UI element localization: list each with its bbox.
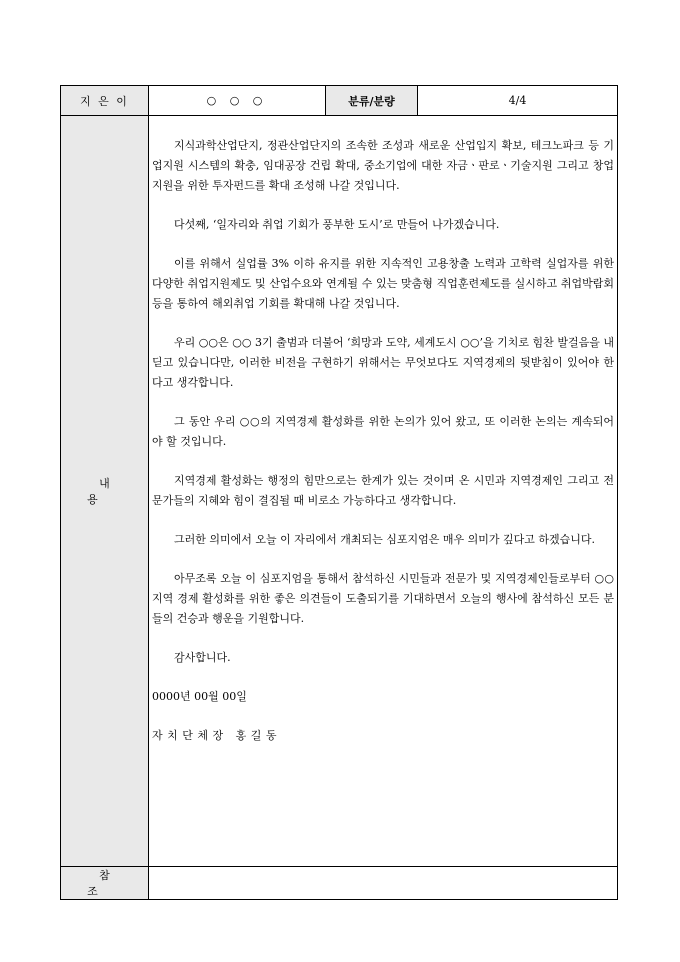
reference-value	[149, 867, 618, 900]
closing-thanks: 감사합니다.	[174, 651, 231, 664]
paragraph-3: 이를 위해서 실업률 3% 이하 유지를 위한 지속적인 고용창출 노력과 고학력 실업자를 위한 다양한 취업지원제도 및 산업수요와 연계될 수 있는 맞춤형 직업훈련제도를 실시하고 취업박람회 등을 통하여 해외취업 기회를 확대해 나갈 것입니다.	[152, 257, 614, 310]
header-row	[61, 86, 618, 116]
paragraph-5: 그 동안 우리 ○○의 지역경제 활성화를 위한 논의가 있어 왔고, 또 이러한 논의는 계속되어야 할 것입니다.	[152, 415, 614, 448]
paragraph-7: 그러한 의미에서 오늘 이 자리에서 개최되는 심포지엄은 매우 의미가 깊다고 하겠습니다.	[174, 533, 595, 546]
paragraph-8: 아무조록 오늘 이 심포지엄을 통해서 참석하신 시민들과 전문가 및 지역경제인들로부터 ○○지역 경제 활성화를 위한 좋은 의견들이 도출되기를 기대하면서 오늘의 행사에 참석하신 모든 분들의 건승과 행운을 기원합니다.	[152, 572, 614, 625]
paragraph-1: 지식과학산업단지, 정관산업단지의 조속한 조성과 새로운 산업입지 확보, 테크노파크 등 기업지원 시스템의 확충, 임대공장 건립 확대, 중소기업에 대한 자금ㆍ판로ㆍ기술지원 그리고 창업지원을 위한 투자펀드를 확대 조성해 나갈 것입니다.	[152, 139, 614, 192]
content-row	[61, 116, 618, 867]
paragraph-4: 우리 ○○은 ○○ 3기 출범과 더불어 ‘희망과 도약, 세계도시 ○○’을 기치로 힘찬 발걸음을 내딛고 있습니다만, 이러한 비전을 구현하기 위해서는 무엇보다도 지역경제의 뒷받침이 있어야 한다고 생각합니다.	[152, 336, 614, 389]
page-value: 4/4	[418, 86, 618, 116]
content-label	[61, 116, 149, 867]
reference-label-text: 참 조	[87, 869, 134, 898]
signature: 자치단체장 홍길동	[152, 729, 282, 742]
paragraph-2: 다섯째, ‘일자리와 취업 기회가 풍부한 도시’로 만들어 나가겠습니다.	[174, 218, 500, 231]
reference-label	[61, 867, 149, 900]
content-body	[149, 116, 618, 867]
paragraph-6: 지역경제 활성화는 행정의 힘만으로는 한계가 있는 것이며 온 시민과 지역경제인 그리고 전문가들의 지혜와 힘이 결집될 때 비로소 가능하다고 생각합니다.	[152, 474, 614, 507]
document-form-table	[60, 85, 618, 900]
content-label-text: 내 용	[87, 477, 134, 506]
document-date: 0000년 00월 00일	[152, 690, 247, 703]
category-label: 분류/분량	[326, 86, 418, 116]
author-value: ○ ○ ○	[149, 86, 326, 116]
author-label: 지 은 이	[61, 86, 149, 116]
reference-row	[61, 867, 618, 900]
